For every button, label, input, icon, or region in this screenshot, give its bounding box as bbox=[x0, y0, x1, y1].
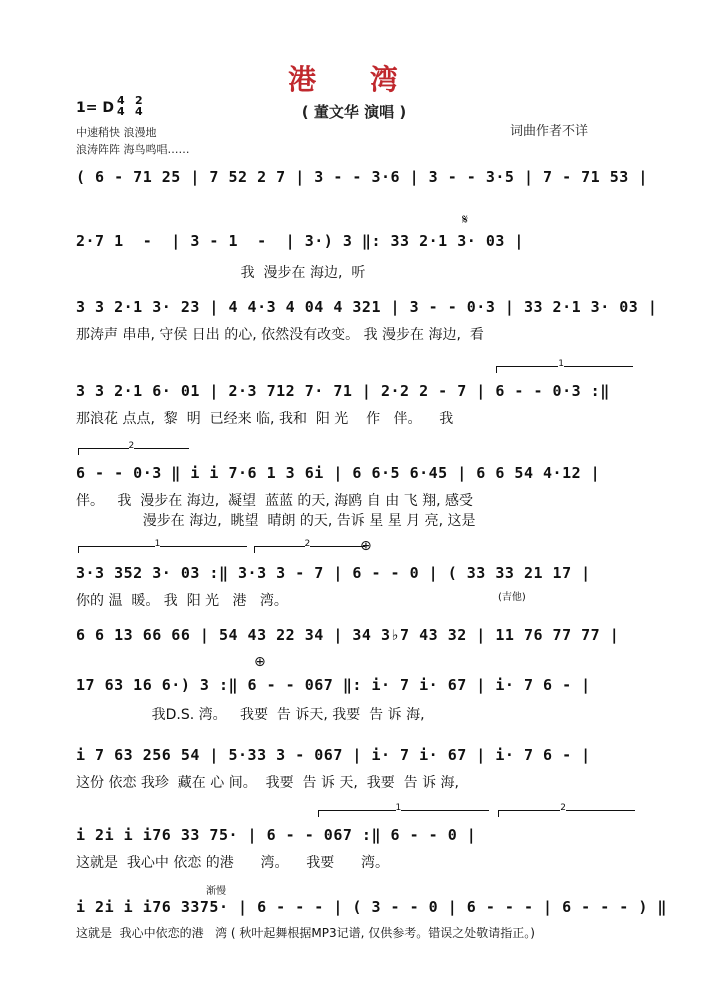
expression-marking: 浪涛阵阵 海鸟鸣唱…… bbox=[76, 143, 190, 156]
meter-four-four bbox=[117, 95, 125, 117]
lyric-verse-2: 漫步在 海边, 眺望 晴朗 的天, 告诉 星 星 月 亮, 这是 bbox=[76, 513, 476, 529]
lyric: 你的 温 暖。 我 阳 光 港 湾。 bbox=[76, 593, 288, 609]
lyric: 我D.S. 湾。 我要 告 诉天, 我要 告 诉 海, bbox=[76, 707, 425, 723]
lyric: 我 漫步在 海边, 听 bbox=[76, 265, 366, 281]
notes: 6 - - 0·3 ‖ i i 7·6 1 3 6i | 6 6·5 6·45 | 6 6 54 4·12 | bbox=[76, 464, 601, 482]
notes: 3·3 352 3· 03 :‖ 3·3 3 - 7 | 6 - - 0 | ( 33 33 21 17 | bbox=[76, 564, 591, 582]
notes: 2·7 1 - | 3 - 1 - | 3·) 3 ‖: 33 2·1 3· 03 | bbox=[76, 232, 524, 250]
author-note: 词曲作者不详 bbox=[510, 124, 589, 139]
ritardando-marking: 渐慢 bbox=[206, 886, 226, 897]
lyric: 这就是 我心中 依恋 的港 湾。 我要 湾。 bbox=[76, 855, 390, 871]
meter-denominator: 4 bbox=[117, 105, 125, 118]
guitar-label: (吉他) bbox=[498, 592, 526, 603]
volta-number: 1 bbox=[558, 359, 564, 369]
volta-number: 2 bbox=[304, 539, 311, 549]
segno-icon: 𝄋 bbox=[462, 212, 469, 228]
volta-number: 2 bbox=[560, 803, 566, 813]
volta-bracket bbox=[78, 539, 247, 553]
volta-bracket bbox=[498, 803, 635, 817]
coda-icon: ⊕ bbox=[254, 654, 266, 670]
volta-bracket bbox=[496, 359, 633, 373]
volta-number: 1 bbox=[154, 539, 161, 549]
lyric: 那涛声 串串, 守侯 日出 的心, 依然没有改变。 我 漫步在 海边, 看 bbox=[76, 327, 484, 343]
notes: i 2i i i76 3375· | 6 - - - | ( 3 - - 0 | 6 - - - | 6 - - - ) ‖ bbox=[76, 898, 667, 916]
notes: i 2i i i76 33 75· | 6 - - 067 :‖ 6 - - 0 | bbox=[76, 826, 477, 844]
meter-numerator: 2 bbox=[135, 94, 143, 107]
notes: 17 63 16 6·) 3 :‖ 6 - - 067 ‖: i· 7 i· 67 | i· 7 6 - | bbox=[76, 676, 591, 694]
notes: 6 6 13 66 66 | 54 43 22 34 | 34 3♭7 43 32 | 11 76 77 77 | bbox=[76, 626, 620, 644]
notes: 3 3 2·1 6· 01 | 2·3 712 7· 71 | 2·2 2 - 7 | 6 - - 0·3 :‖ bbox=[76, 382, 610, 400]
notes: i 7 63 256 54 | 5·33 3 - 067 | i· 7 i· 67 | i· 7 6 - | bbox=[76, 746, 591, 764]
volta-bracket bbox=[78, 441, 189, 455]
lyric-verse-1: 伴。 我 漫步在 海边, 凝望 蓝蓝 的天, 海鸥 自 由 飞 翔, 感受 bbox=[76, 493, 474, 509]
meter-two-four bbox=[135, 95, 143, 117]
notes: ( 6 - 71 25 | 7 52 2 7 | 3 - - 3·6 | 3 - - 3·5 | 7 - 71 53 | bbox=[76, 168, 648, 186]
lyric: 这份 依恋 我珍 藏在 心 间。 我要 告 诉 天, 我要 告 诉 海, bbox=[76, 775, 460, 791]
key-signature: 1= D bbox=[76, 100, 114, 116]
volta-bracket bbox=[318, 803, 489, 817]
volta-number: 1 bbox=[395, 803, 402, 813]
notes: 3 3 2·1 3· 23 | 4 4·3 4 04 4 321 | 3 - - 0·3 | 33 2·1 3· 03 | bbox=[76, 298, 658, 316]
lyric-and-footnote: 这就是 我心中依恋的港 湾 ( 秋叶起舞根据MP3记谱, 仅供参考。错误之处敬请指正。) bbox=[76, 926, 535, 940]
song-subtitle: ( 董文华 演唱 ) bbox=[301, 103, 407, 121]
meter-numerator: 4 bbox=[117, 94, 125, 107]
volta-number: 2 bbox=[128, 441, 135, 451]
song-title: 港 湾 bbox=[288, 63, 420, 96]
lyric: 那浪花 点点, 黎 明 已经来 临, 我和 阳 光 作 伴。 我 bbox=[76, 411, 454, 427]
tempo-marking: 中速稍快 浪漫地 bbox=[76, 126, 157, 139]
volta-bracket bbox=[254, 539, 365, 553]
coda-icon: ⊕ bbox=[360, 538, 372, 554]
meter-denominator: 4 bbox=[135, 105, 143, 118]
